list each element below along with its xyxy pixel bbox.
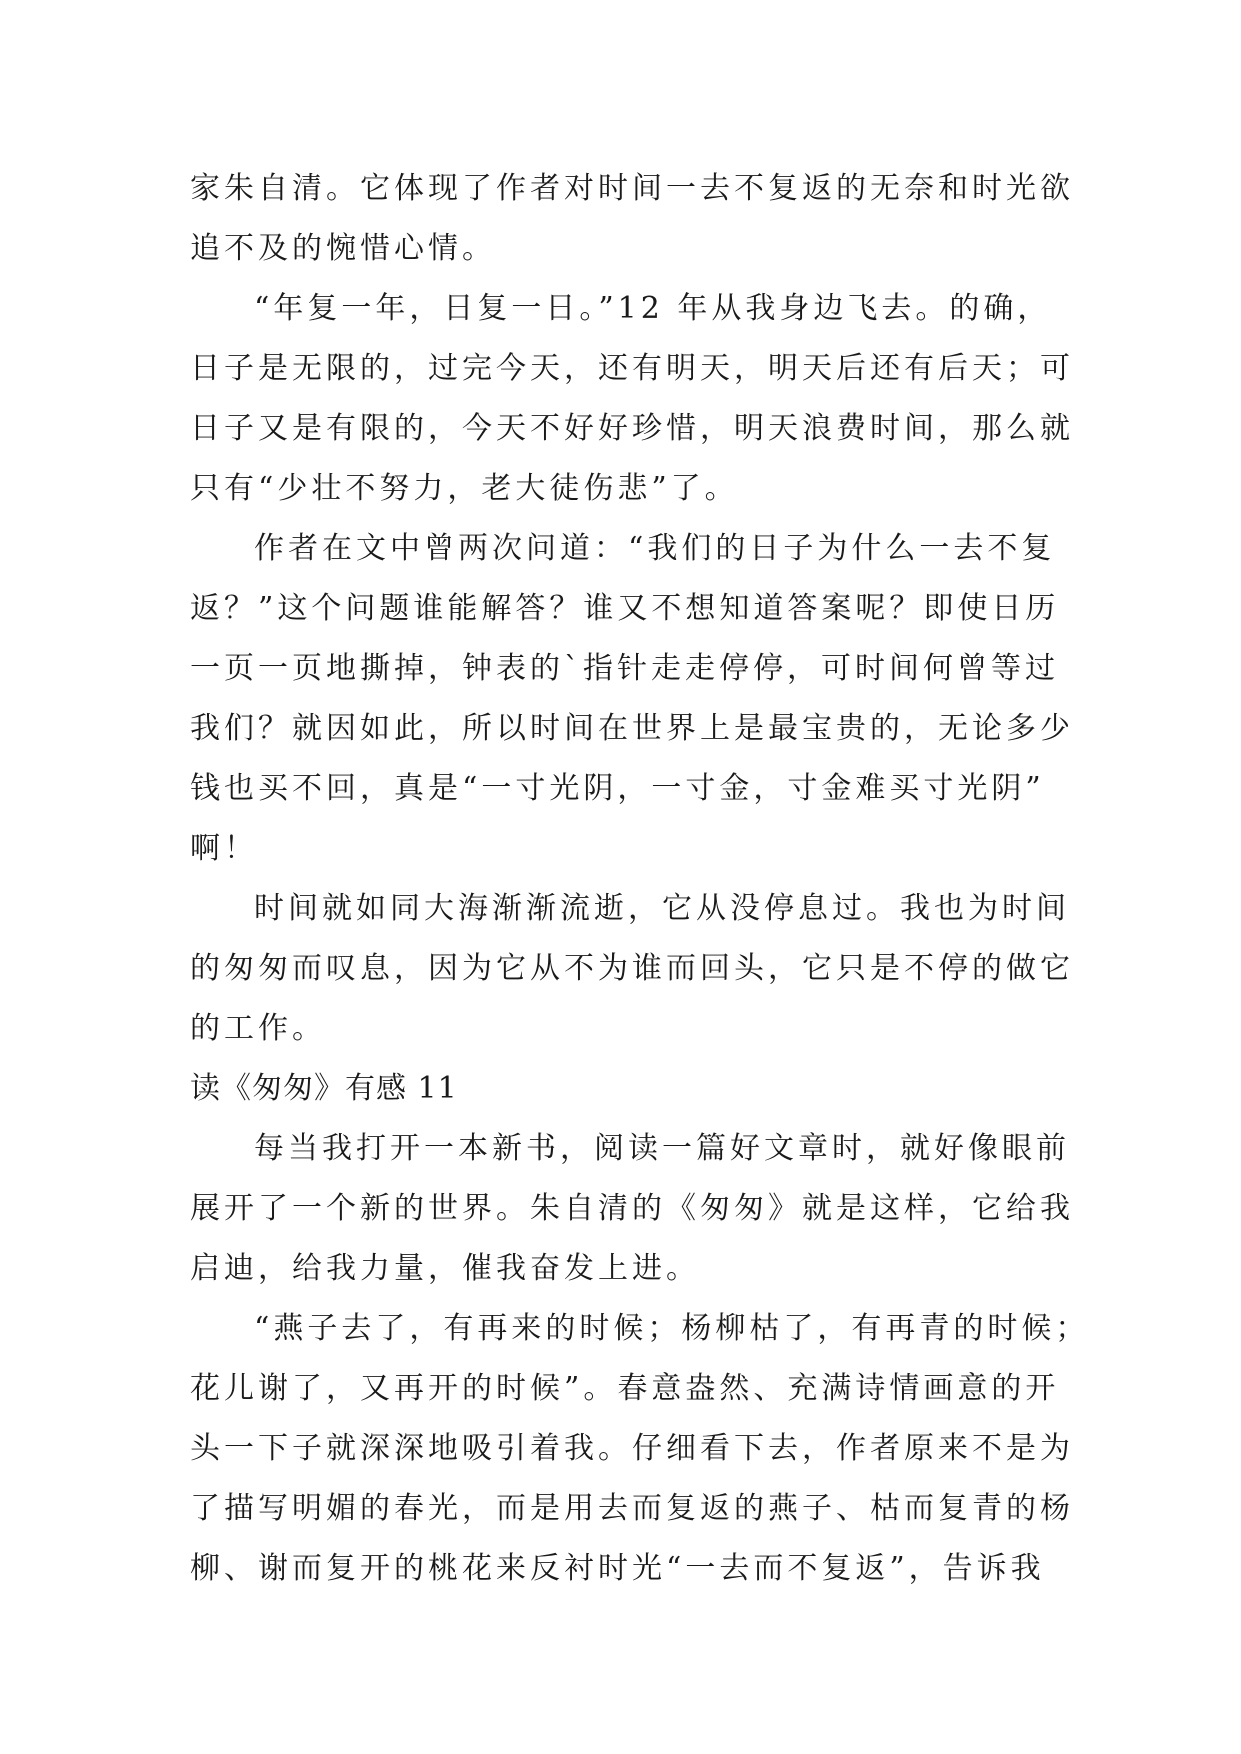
text-line: 日子又是有限的，今天不好好珍惜，明天浪费时间，那么就 xyxy=(190,411,1074,446)
text-line: 返？”这个问题谁能解答？谁又不想知道答案呢？即使日历 xyxy=(190,591,1060,626)
text-line: 作者在文中曾两次问道：“我们的日子为什么一去不复 xyxy=(254,531,1056,566)
text-line: 日子是无限的，过完今天，还有明天，明天后还有后天；可 xyxy=(190,351,1074,386)
text-line: 时间就如同大海渐渐流逝，它从没停息过。我也为时间 xyxy=(254,891,1070,926)
text-line: 啊！ xyxy=(190,831,258,866)
text-line: 的工作。 xyxy=(190,1011,326,1046)
text-line: 钱也买不回，真是“一寸光阴，一寸金，寸金难买寸光阴” xyxy=(190,771,1045,806)
text-line: 家朱自清。它体现了作者对时间一去不复返的无奈和时光欲 xyxy=(190,171,1074,206)
section-heading: 读《匆匆》有感 11 xyxy=(190,1071,458,1106)
text-line: 启迪，给我力量，催我奋发上进。 xyxy=(190,1251,700,1286)
text-line: “燕子去了，有再来的时候；杨柳枯了，有再青的时候； xyxy=(254,1311,1090,1346)
text-line: 头一下子就深深地吸引着我。仔细看下去，作者原来不是为 xyxy=(190,1431,1074,1466)
text-line: 柳、谢而复开的桃花来反衬时光“一去而不复返”，告诉我 xyxy=(190,1551,1045,1586)
essay-text xyxy=(190,159,1090,1599)
text-line: 只有“少壮不努力，老大徒伤悲”了。 xyxy=(190,471,739,506)
text-line: 我们？就因如此，所以时间在世界上是最宝贵的，无论多少 xyxy=(190,711,1074,746)
text-line: 花儿谢了，又再开的时候”。春意盎然、充满诗情画意的开 xyxy=(190,1371,1060,1406)
text-line: 展开了一个新的世界。朱自清的《匆匆》就是这样，它给我 xyxy=(190,1191,1074,1226)
text-line: 了描写明媚的春光，而是用去而复返的燕子、枯而复青的杨 xyxy=(190,1491,1074,1526)
text-line: 追不及的惋惜心情。 xyxy=(190,231,496,266)
text-line: 每当我打开一本新书，阅读一篇好文章时，就好像眼前 xyxy=(254,1131,1070,1166)
text-line: 一页一页地撕掉，钟表的`指针走走停停，可时间何曾等过 xyxy=(190,651,1059,686)
text-line: “年复一年，日复一日。”12 年从我身边飞去。的确， xyxy=(254,291,1052,326)
text-line: 的匆匆而叹息，因为它从不为谁而回头，它只是不停的做它 xyxy=(190,951,1074,986)
